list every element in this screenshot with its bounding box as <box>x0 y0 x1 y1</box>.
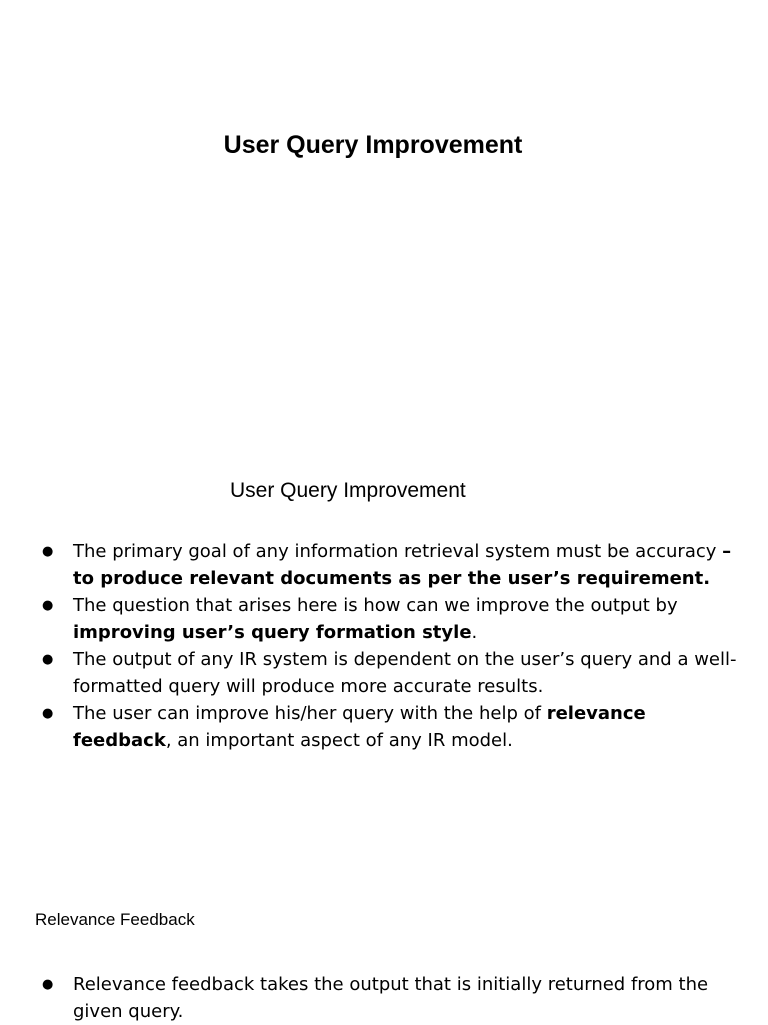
bullet-text-bold: relevance feedback <box>73 703 646 751</box>
bullet-text: The output of any IR system is dependent on the user’s query and a well-formatted query will produce more accurate results. <box>73 649 737 697</box>
bullet-item <box>0 592 740 646</box>
bullet-item <box>0 538 740 592</box>
bullet-dot-icon: ● <box>42 706 54 721</box>
bullet-item <box>0 971 740 1025</box>
bullet-text: . <box>471 622 478 643</box>
bullet-dot-icon: ● <box>42 652 54 667</box>
bullet-item <box>0 646 740 700</box>
bullet-text: The question that arises here is how can we improve the output by <box>73 595 678 616</box>
bullet-list <box>0 538 740 754</box>
bullet-text-bold: improving user’s query formation style <box>73 622 472 643</box>
relevance-feedback-heading: Relevance Feedback <box>35 910 195 929</box>
bullet-text: Relevance feedback takes the output that is initially returned from the given query. <box>73 974 709 1022</box>
bullet-dot-icon: ● <box>42 977 54 992</box>
page-title: User Query Improvement <box>223 131 523 159</box>
bullet-dot-icon: ● <box>42 544 54 559</box>
bullet-text: The user can improve his/her query with the help of <box>73 703 547 724</box>
bullet-text: , an important aspect of any IR model. <box>165 730 513 751</box>
bullet-text: The primary goal of any information retrieval system must be accuracy <box>73 541 723 562</box>
bullet-item <box>0 700 740 754</box>
relevance-feedback-bullet-list <box>0 971 740 1025</box>
bullet-text-bold: – to produce relevant documents as per the user’s requirement. <box>73 541 732 589</box>
bullet-dot-icon: ● <box>42 598 54 613</box>
section-heading: User Query Improvement <box>230 479 466 502</box>
